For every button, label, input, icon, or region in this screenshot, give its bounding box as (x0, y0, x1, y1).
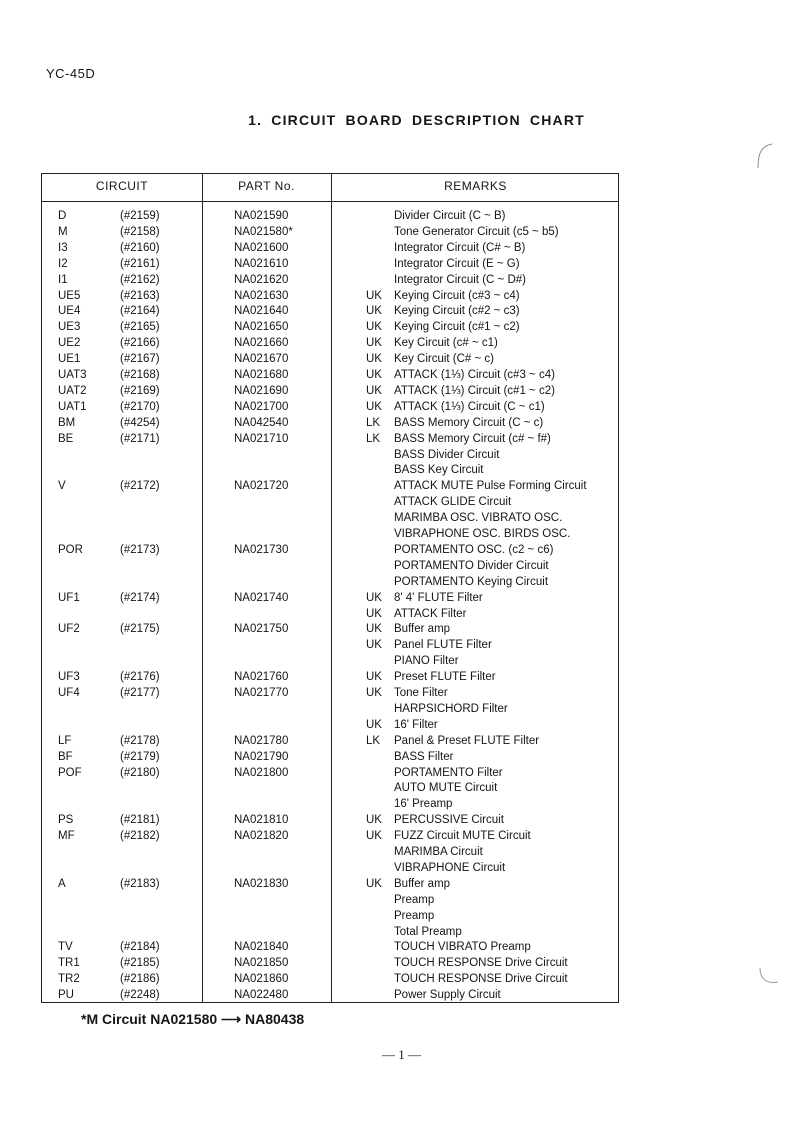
circuit-code: BE (58, 432, 74, 445)
part-number: NA021850 (234, 957, 289, 970)
circuit-number: (#2185) (120, 957, 160, 970)
table-row (42, 558, 618, 574)
remarks-text: Preamp (394, 893, 435, 906)
keyboard-section: UK (366, 289, 382, 302)
circuit-code: UE2 (58, 337, 81, 350)
circuit-code: UF3 (58, 671, 80, 684)
table-row (42, 955, 618, 971)
circuit-code: I2 (58, 257, 68, 270)
part-number: NA021810 (234, 814, 289, 827)
table-row (42, 749, 618, 765)
table-row (42, 812, 618, 828)
table-row (42, 383, 618, 399)
table-row (42, 733, 618, 749)
remarks-text: BASS Memory Circuit (C ~ c) (394, 416, 544, 429)
circuit-number: (#2173) (120, 543, 160, 556)
circuit-number: (#2186) (120, 973, 160, 986)
remarks-text: VIBRAPHONE Circuit (394, 861, 506, 874)
table-row (42, 240, 618, 256)
part-number: NA021840 (234, 941, 289, 954)
keyboard-section: UK (366, 305, 382, 318)
keyboard-section: UK (366, 337, 382, 350)
scan-artifact-mark (752, 140, 776, 176)
keyboard-section: LK (366, 416, 381, 429)
remarks-text: Preset FLUTE Filter (394, 671, 496, 684)
part-number: NA021670 (234, 353, 289, 366)
remarks-text: ATTACK GLIDE Circuit (394, 496, 512, 509)
table-row (42, 987, 618, 1003)
table-row (42, 367, 618, 383)
circuit-number: (#2175) (120, 623, 160, 636)
table-row (42, 780, 618, 796)
keyboard-section: UK (366, 671, 382, 684)
remarks-text: BASS Divider Circuit (394, 448, 500, 461)
keyboard-section: UK (366, 353, 382, 366)
circuit-number: (#2170) (120, 400, 160, 413)
remarks-text: Integrator Circuit (E ~ G) (394, 257, 520, 270)
circuit-number: (#2165) (120, 321, 160, 334)
page-title: 1. CIRCUIT BOARD DESCRIPTION CHART (248, 112, 585, 128)
keyboard-section: UK (366, 591, 382, 604)
table-row (42, 574, 618, 590)
remarks-text: MARIMBA Circuit (394, 846, 483, 858)
remarks-text: BASS Key Circuit (394, 464, 484, 477)
circuit-number: (#2169) (120, 384, 160, 397)
column-header-remarks: REMARKS (444, 179, 507, 193)
remarks-text: TOUCH RESPONSE Drive Circuit (394, 973, 568, 986)
remarks-text: PORTAMENTO Filter (394, 766, 503, 779)
part-number: NA021660 (234, 337, 289, 350)
table-row (42, 765, 618, 781)
circuit-number: (#2177) (120, 687, 160, 699)
table-row (42, 606, 618, 622)
part-number: NA021750 (234, 623, 289, 636)
table-row (42, 892, 618, 908)
part-number: NA021710 (234, 432, 289, 445)
table-row (42, 653, 618, 669)
circuit-number: (#2158) (120, 225, 160, 238)
circuit-number: (#2162) (120, 273, 160, 286)
remarks-text: AUTO MUTE Circuit (394, 782, 498, 795)
remarks-text: Key Circuit (C# ~ c) (394, 353, 495, 366)
remarks-text: PIANO Filter (394, 655, 459, 668)
circuit-board-table (41, 173, 619, 1003)
table-row (42, 272, 618, 288)
part-number: NA021760 (234, 671, 289, 684)
circuit-number: (#2178) (120, 734, 160, 747)
remarks-text: Key Circuit (c# ~ c1) (394, 337, 498, 350)
remarks-text: Panel & Preset FLUTE Filter (394, 734, 540, 747)
remarks-text: FUZZ Circuit MUTE Circuit (394, 830, 531, 843)
circuit-number: (#2183) (120, 877, 160, 890)
remarks-text: Buffer amp (394, 623, 451, 636)
remarks-text: Preamp (394, 909, 435, 922)
scan-artifact-mark (756, 962, 782, 988)
column-header-part-no: PART No. (238, 179, 295, 193)
table-row (42, 796, 618, 812)
circuit-number: (#2168) (120, 369, 160, 381)
remarks-text: ATTACK MUTE Pulse Forming Circuit (394, 480, 587, 493)
keyboard-section: UK (366, 607, 382, 620)
circuit-number: (#2164) (120, 305, 160, 318)
circuit-code: PS (58, 814, 74, 827)
remarks-text: Tone Filter (394, 687, 448, 699)
circuit-code: UAT3 (58, 369, 87, 381)
remarks-text: ATTACK (1⅓) Circuit (C ~ c1) (394, 400, 545, 413)
remarks-text: BASS Memory Circuit (c# ~ f#) (394, 432, 551, 445)
part-number: NA021770 (234, 687, 289, 699)
circuit-number: (#4254) (120, 416, 160, 429)
keyboard-section: UK (366, 687, 382, 699)
table-row (42, 717, 618, 733)
table-row (42, 542, 618, 558)
part-number: NA021700 (234, 400, 289, 413)
circuit-number: (#2176) (120, 671, 160, 684)
remarks-text: PORTAMENTO Keying Circuit (394, 575, 549, 588)
table-row (42, 335, 618, 351)
part-number: NA042540 (234, 416, 289, 429)
circuit-number: (#2171) (120, 432, 160, 445)
keyboard-section: LK (366, 432, 381, 445)
remarks-text: Integrator Circuit (C# ~ B) (394, 241, 526, 254)
table-row (42, 208, 618, 224)
table-row (42, 256, 618, 272)
circuit-code: TR1 (58, 957, 80, 970)
column-header-circuit: CIRCUIT (95, 179, 149, 193)
table-row (42, 288, 618, 304)
table-row (42, 685, 618, 701)
keyboard-section: UK (366, 718, 382, 731)
circuit-code: UF1 (58, 591, 80, 604)
circuit-code: UE3 (58, 321, 81, 334)
keyboard-section: UK (366, 814, 382, 827)
circuit-number: (#2182) (120, 830, 160, 843)
circuit-code: UAT2 (58, 384, 87, 397)
remarks-text: TOUCH VIBRATO Preamp (394, 941, 531, 954)
remarks-text: Tone Generator Circuit (c5 ~ b5) (394, 225, 559, 238)
part-number: NA021720 (234, 480, 289, 493)
remarks-text: PERCUSSIVE Circuit (394, 814, 504, 827)
table-row (42, 494, 618, 510)
circuit-code: PU (58, 989, 74, 1002)
table-row (42, 669, 618, 685)
keyboard-section: LK (366, 734, 381, 747)
remarks-text: 16' Filter (394, 718, 438, 731)
table-row (42, 924, 618, 940)
table-row (42, 860, 618, 876)
keyboard-section: UK (366, 400, 382, 413)
part-number: NA022480 (234, 989, 289, 1002)
circuit-code: MF (58, 830, 75, 843)
part-number: NA021690 (234, 384, 289, 397)
remarks-text: 8' 4' FLUTE Filter (394, 591, 483, 604)
table-row (42, 351, 618, 367)
remarks-text: Keying Circuit (c#3 ~ c4) (394, 289, 520, 302)
remarks-text: TOUCH RESPONSE Drive Circuit (394, 957, 568, 970)
circuit-code: UF4 (58, 687, 80, 699)
part-number: NA021680 (234, 369, 289, 381)
remarks-text: Power Supply Circuit (394, 989, 501, 1002)
table-row (42, 526, 618, 542)
circuit-code: D (58, 210, 67, 222)
page-number: — 1 — (382, 1047, 421, 1062)
circuit-code: TV (58, 941, 73, 954)
part-number: NA021800 (234, 766, 289, 779)
circuit-number: (#2180) (120, 766, 160, 779)
table-row (42, 303, 618, 319)
table-row (42, 319, 618, 335)
circuit-code: UE5 (58, 289, 81, 302)
keyboard-section: UK (366, 321, 382, 334)
circuit-code: TR2 (58, 973, 80, 986)
table-row (42, 224, 618, 240)
remarks-text: Divider Circuit (C ~ B) (394, 210, 506, 222)
circuit-code: M (58, 225, 68, 238)
remarks-text: ATTACK (1⅓) Circuit (c#1 ~ c2) (394, 384, 555, 397)
part-number: NA021580* (234, 225, 293, 238)
remarks-text: Total Preamp (394, 925, 462, 938)
remarks-text: ATTACK Filter (394, 607, 467, 620)
part-number: NA021600 (234, 241, 289, 254)
part-number: NA021830 (234, 877, 289, 890)
keyboard-section: UK (366, 830, 382, 843)
circuit-code: UAT1 (58, 400, 87, 413)
table-row (42, 701, 618, 717)
circuit-number: (#2166) (120, 337, 160, 350)
table-row (42, 939, 618, 955)
circuit-number: (#2172) (120, 480, 160, 493)
model-number: YC-45D (46, 66, 96, 81)
remarks-text: Keying Circuit (c#1 ~ c2) (394, 321, 520, 334)
remarks-text: HARPSICHORD Filter (394, 702, 508, 715)
circuit-number: (#2184) (120, 941, 160, 954)
remarks-text: Panel FLUTE Filter (394, 639, 492, 652)
circuit-code: LF (58, 734, 72, 747)
table-row (42, 590, 618, 606)
remarks-text: BASS Filter (394, 750, 454, 763)
circuit-code: UE1 (58, 353, 81, 366)
circuit-number: (#2161) (120, 257, 160, 270)
part-number: NA021590 (234, 210, 289, 222)
part-number: NA021650 (234, 321, 289, 334)
table-row (42, 876, 618, 892)
circuit-number: (#2163) (120, 289, 160, 302)
keyboard-section: UK (366, 369, 382, 381)
table-row (42, 908, 618, 924)
circuit-code: BM (58, 416, 76, 429)
remarks-text: 16' Preamp (394, 798, 453, 811)
remarks-text: PORTAMENTO Divider Circuit (394, 559, 549, 572)
footnote: *M Circuit NA021580 ⟶ NA80438 (81, 1011, 305, 1027)
circuit-number: (#2181) (120, 814, 160, 827)
circuit-code: I1 (58, 273, 68, 286)
table-header (42, 174, 618, 202)
circuit-code: UF2 (58, 623, 80, 636)
circuit-code: UE4 (58, 305, 81, 318)
part-number: NA021860 (234, 973, 289, 986)
remarks-text: Buffer amp (394, 877, 451, 890)
circuit-number: (#2179) (120, 750, 160, 763)
circuit-code: BF (58, 750, 73, 763)
circuit-code: POF (58, 766, 82, 779)
table-row (42, 828, 618, 844)
circuit-number: (#2167) (120, 353, 160, 366)
keyboard-section: UK (366, 623, 382, 636)
remarks-text: Keying Circuit (c#2 ~ c3) (394, 305, 520, 318)
part-number: NA021820 (234, 830, 289, 843)
circuit-code: A (58, 877, 66, 890)
part-number: NA021790 (234, 750, 289, 763)
circuit-number: (#2248) (120, 989, 160, 1002)
remarks-text: VIBRAPHONE OSC. BIRDS OSC. (394, 528, 571, 540)
circuit-code: V (58, 480, 66, 493)
table-row (42, 431, 618, 447)
keyboard-section: UK (366, 639, 382, 652)
table-row (42, 478, 618, 494)
table-row (42, 971, 618, 987)
table-row (42, 399, 618, 415)
part-number: NA021640 (234, 305, 289, 318)
remarks-text: Integrator Circuit (C ~ D#) (394, 273, 526, 286)
remarks-text: MARIMBA OSC. VIBRATO OSC. (394, 512, 563, 525)
circuit-number: (#2160) (120, 241, 160, 254)
part-number: NA021610 (234, 257, 289, 270)
circuit-code: I3 (58, 241, 68, 254)
circuit-number: (#2174) (120, 591, 160, 604)
part-number: NA021740 (234, 591, 289, 604)
keyboard-section: UK (366, 877, 382, 890)
table-row (42, 510, 618, 526)
table-row (42, 415, 618, 431)
table-row (42, 447, 618, 463)
table-row (42, 637, 618, 653)
remarks-text: ATTACK (1⅓) Circuit (c#3 ~ c4) (394, 369, 555, 381)
part-number: NA021730 (234, 543, 289, 556)
circuit-number: (#2159) (120, 210, 160, 222)
keyboard-section: UK (366, 384, 382, 397)
table-row (42, 462, 618, 478)
remarks-text: PORTAMENTO OSC. (c2 ~ c6) (394, 543, 554, 556)
part-number: NA021620 (234, 273, 289, 286)
circuit-code: POR (58, 543, 83, 556)
part-number: NA021630 (234, 289, 289, 302)
table-row (42, 844, 618, 860)
table-row (42, 621, 618, 637)
part-number: NA021780 (234, 734, 289, 747)
